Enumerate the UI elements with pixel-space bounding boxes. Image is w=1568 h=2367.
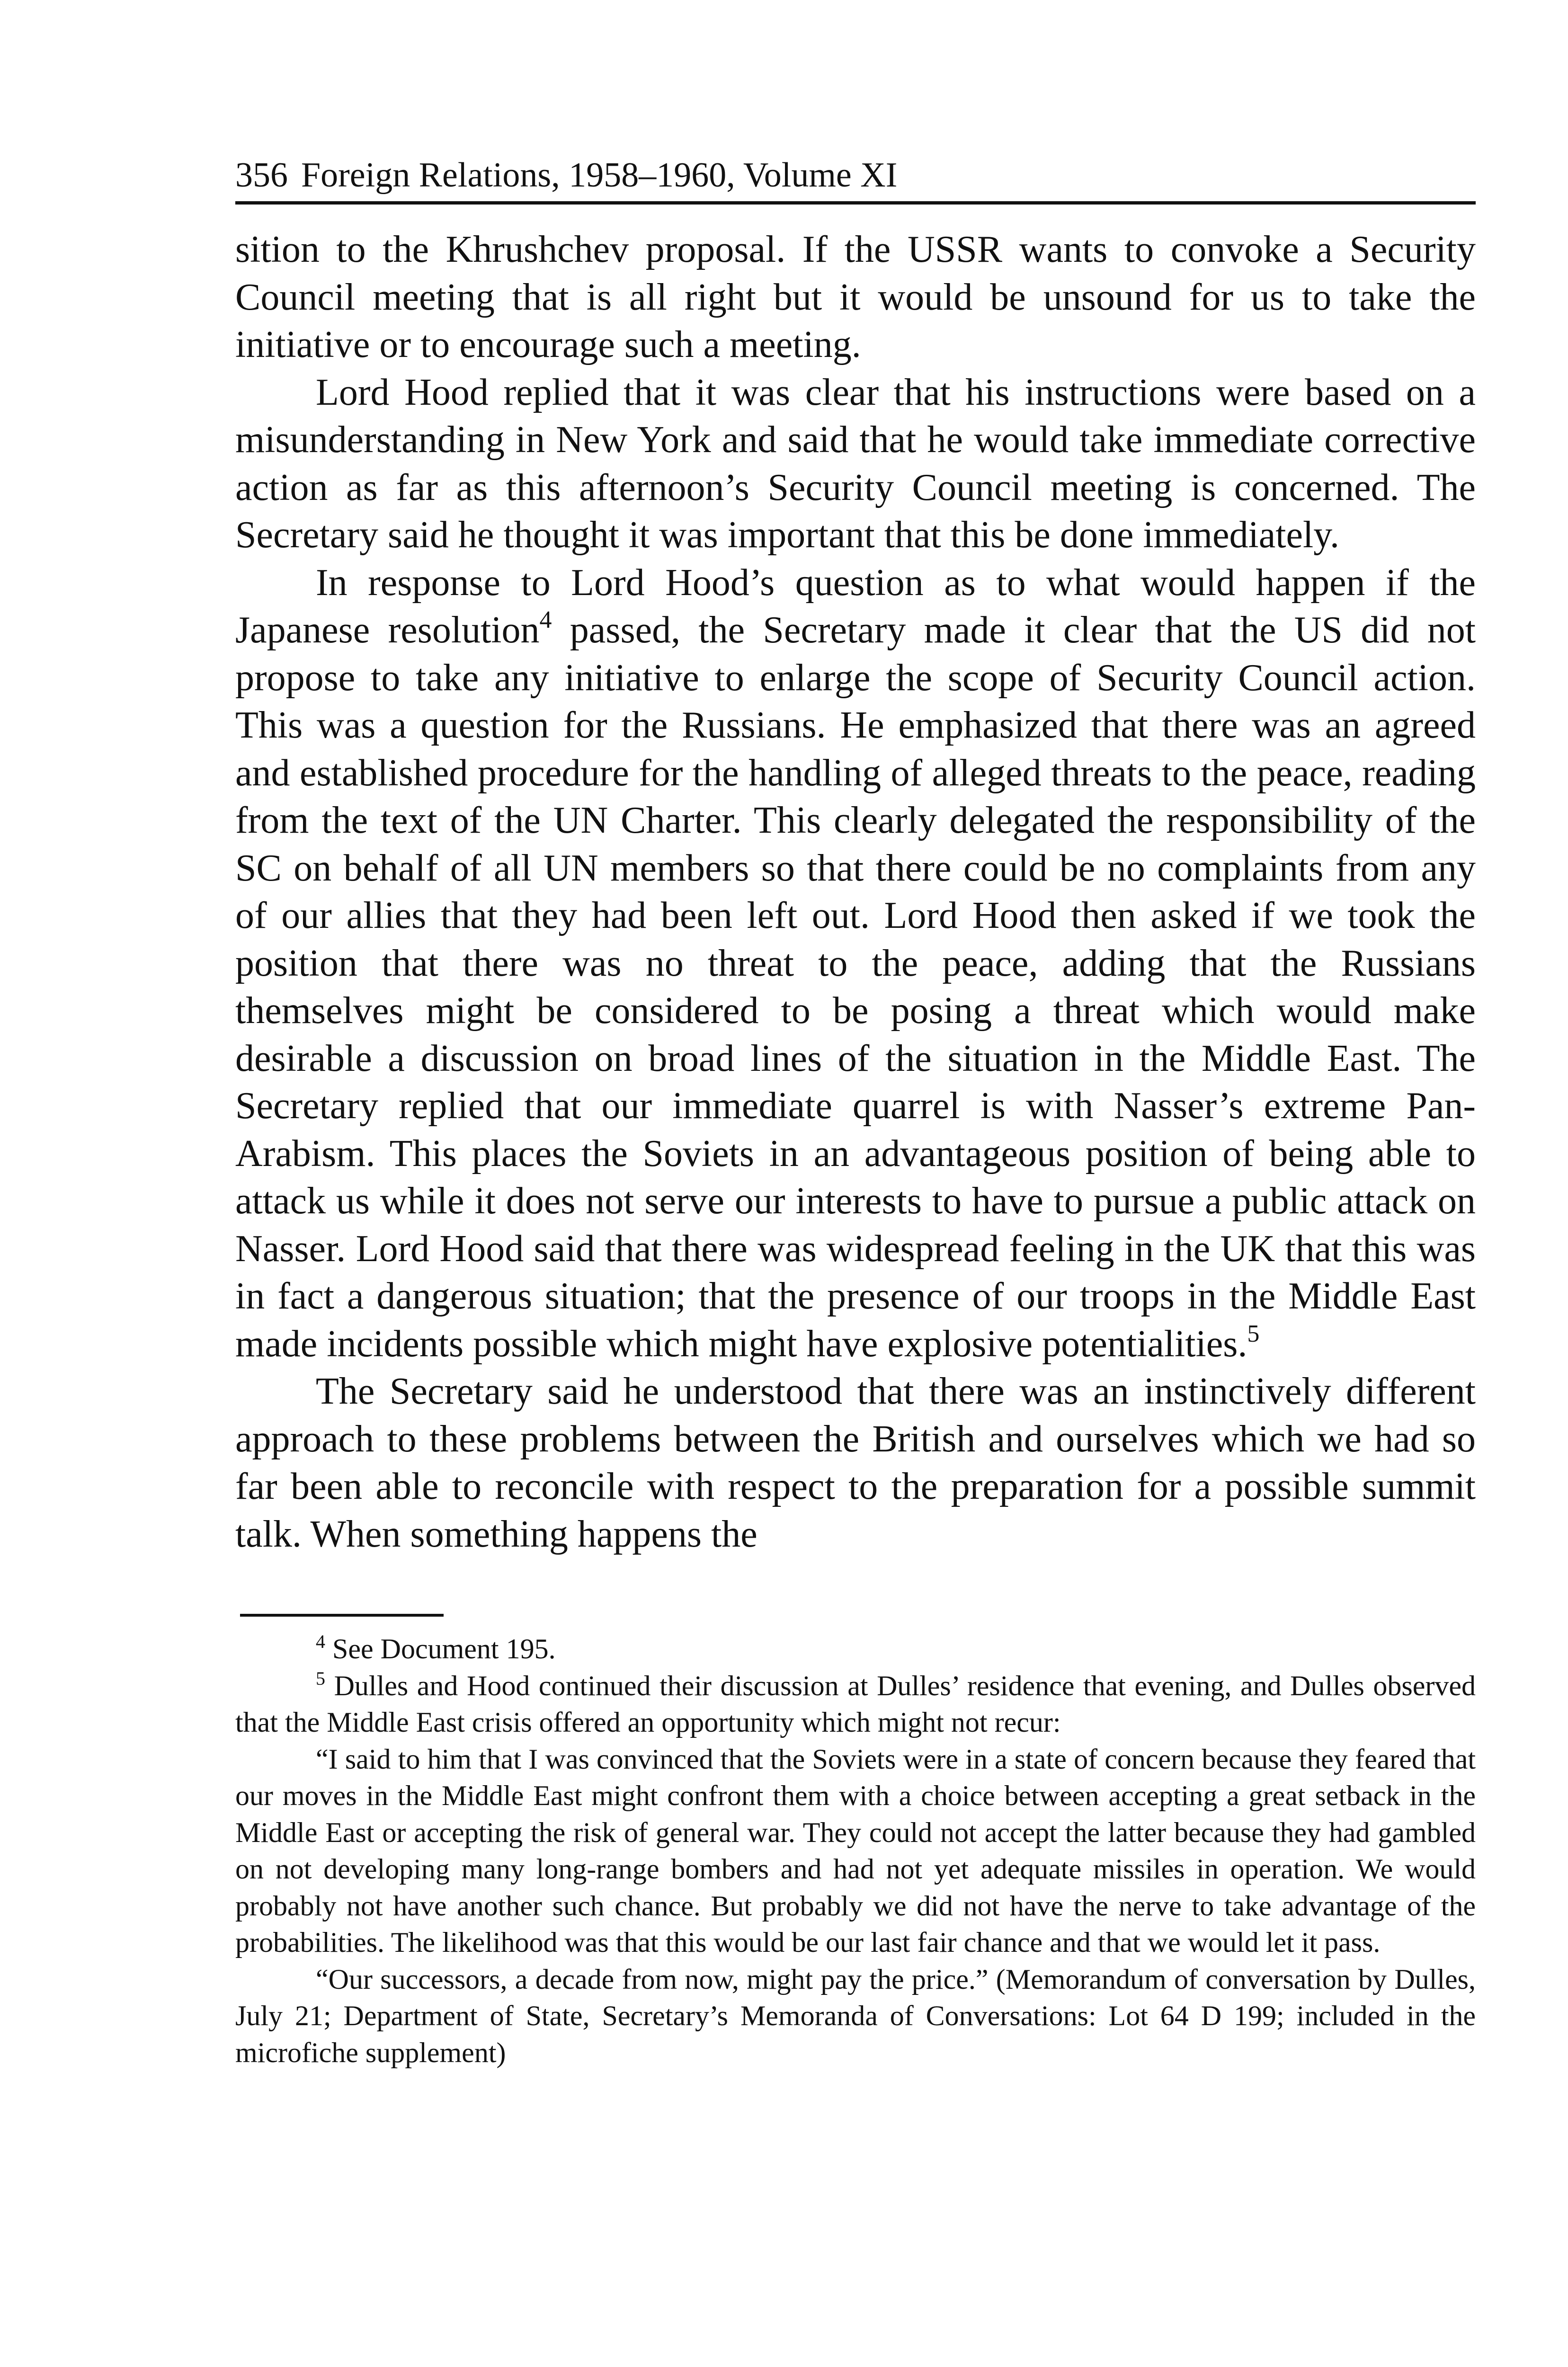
footnote-divider — [240, 1614, 444, 1617]
footnote-ref-4: 4 — [539, 606, 552, 633]
footnote-5-text: Dulles and Hood continued their discussion at Dulles’ residence that evening, and Dulles observed that the Middle East crisis offered an opportunity which might not recur: — [235, 1670, 1476, 1738]
footnote-5-mark: 5 — [316, 1667, 325, 1689]
footnote-5-quote-1: “I said to him that I was convinced that the Soviets were in a state of concern because they feared that our moves in the Middle East might confront them with a choice between accepting a great setback in the Middle East or accepting the risk of general war. They could not accept the latter because they had gambled on not developing many long-range bombers and had not yet adequate missiles in operation. We would probably not have another such chance. But probably we did not have the nerve to take advantage of the probabilities. The likelihood was that this would be our last fair chance and that we would let it pass. — [235, 1743, 1476, 1958]
footnote-4-mark: 4 — [316, 1631, 325, 1652]
footnote-5 — [235, 1668, 1476, 1741]
running-title: Foreign Relations, 1958–1960, Volume XI — [301, 156, 898, 195]
footnote-5-quote-2: “Our successors, a decade from now, might pay the price.” (Memorandum of conversation by Dulles, July 21; Department of State, Secretary’s Memoranda of Conversations: Lot 64 D 199; included in the microfiche supplement) — [235, 1963, 1476, 2068]
footnote-4-text: See Document 195. — [325, 1633, 556, 1664]
footnotes — [235, 1631, 1476, 2071]
footnote-ref-5: 5 — [1247, 1320, 1260, 1347]
paragraph-3 — [235, 559, 1476, 1368]
footnote-4 — [235, 1631, 1476, 1668]
paragraph-4: The Secretary said he understood that there was an instinctively different approach to these problems between the British and ourselves which we had so far been able to reconcile with respect to the preparation for a possible summit talk. When something happens the — [235, 1370, 1476, 1555]
paragraph-3-part-a: In response to Lord Hood’s question as to what would happen if the Japanese resolution — [235, 561, 1476, 651]
paragraph-2: Lord Hood replied that it was clear that his instructions were based on a misunderstanding in New York and said that he would take immediate corrective action as far as this afternoon’s Security Council meeting is concerned. The Secretary said he thought it was important that this be done immediately. — [235, 371, 1476, 556]
running-header — [235, 156, 1476, 205]
paragraph-1: sition to the Khrushchev proposal. If the USSR wants to convoke a Security Council meeting that is all right but it would be unsound for us to take the initiative or to encourage such a meeting. — [235, 229, 1476, 365]
main-text — [235, 226, 1476, 1558]
page-number: 356 — [235, 156, 288, 195]
document-page — [235, 156, 1476, 2071]
paragraph-3-part-b: passed, the Secretary made it clear that the US did not propose to take any initiative to enlarge the scope of Security Council action. This was a question for the Russians. He emphasized that there was an agreed and established procedure for the handling of alleged threats to the peace, reading from the text of the UN Charter. This clearly delegated the responsibility of the SC on behalf of all UN members so that there could be no complaints from any of our allies that they had been left out. Lord Hood then asked if we took the position that there was no threat to the peace, adding that the Russians themselves might be considered to be posing a threat which would make desirable a discussion on broad lines of the situation in the Middle East. The Secretary replied that our immediate quarrel is with Nasser’s extreme Pan-Arabism. This places the Soviets in an advantageous position of being able to attack us while it does not serve our interests to have to pursue a public attack on Nasser. Lord Hood said that there was widespread feeling in the UK that this was in fact a dangerous situation; that the presence of our troops in the Middle East made incidents possible which might have explosive potentialities. — [235, 609, 1476, 1365]
